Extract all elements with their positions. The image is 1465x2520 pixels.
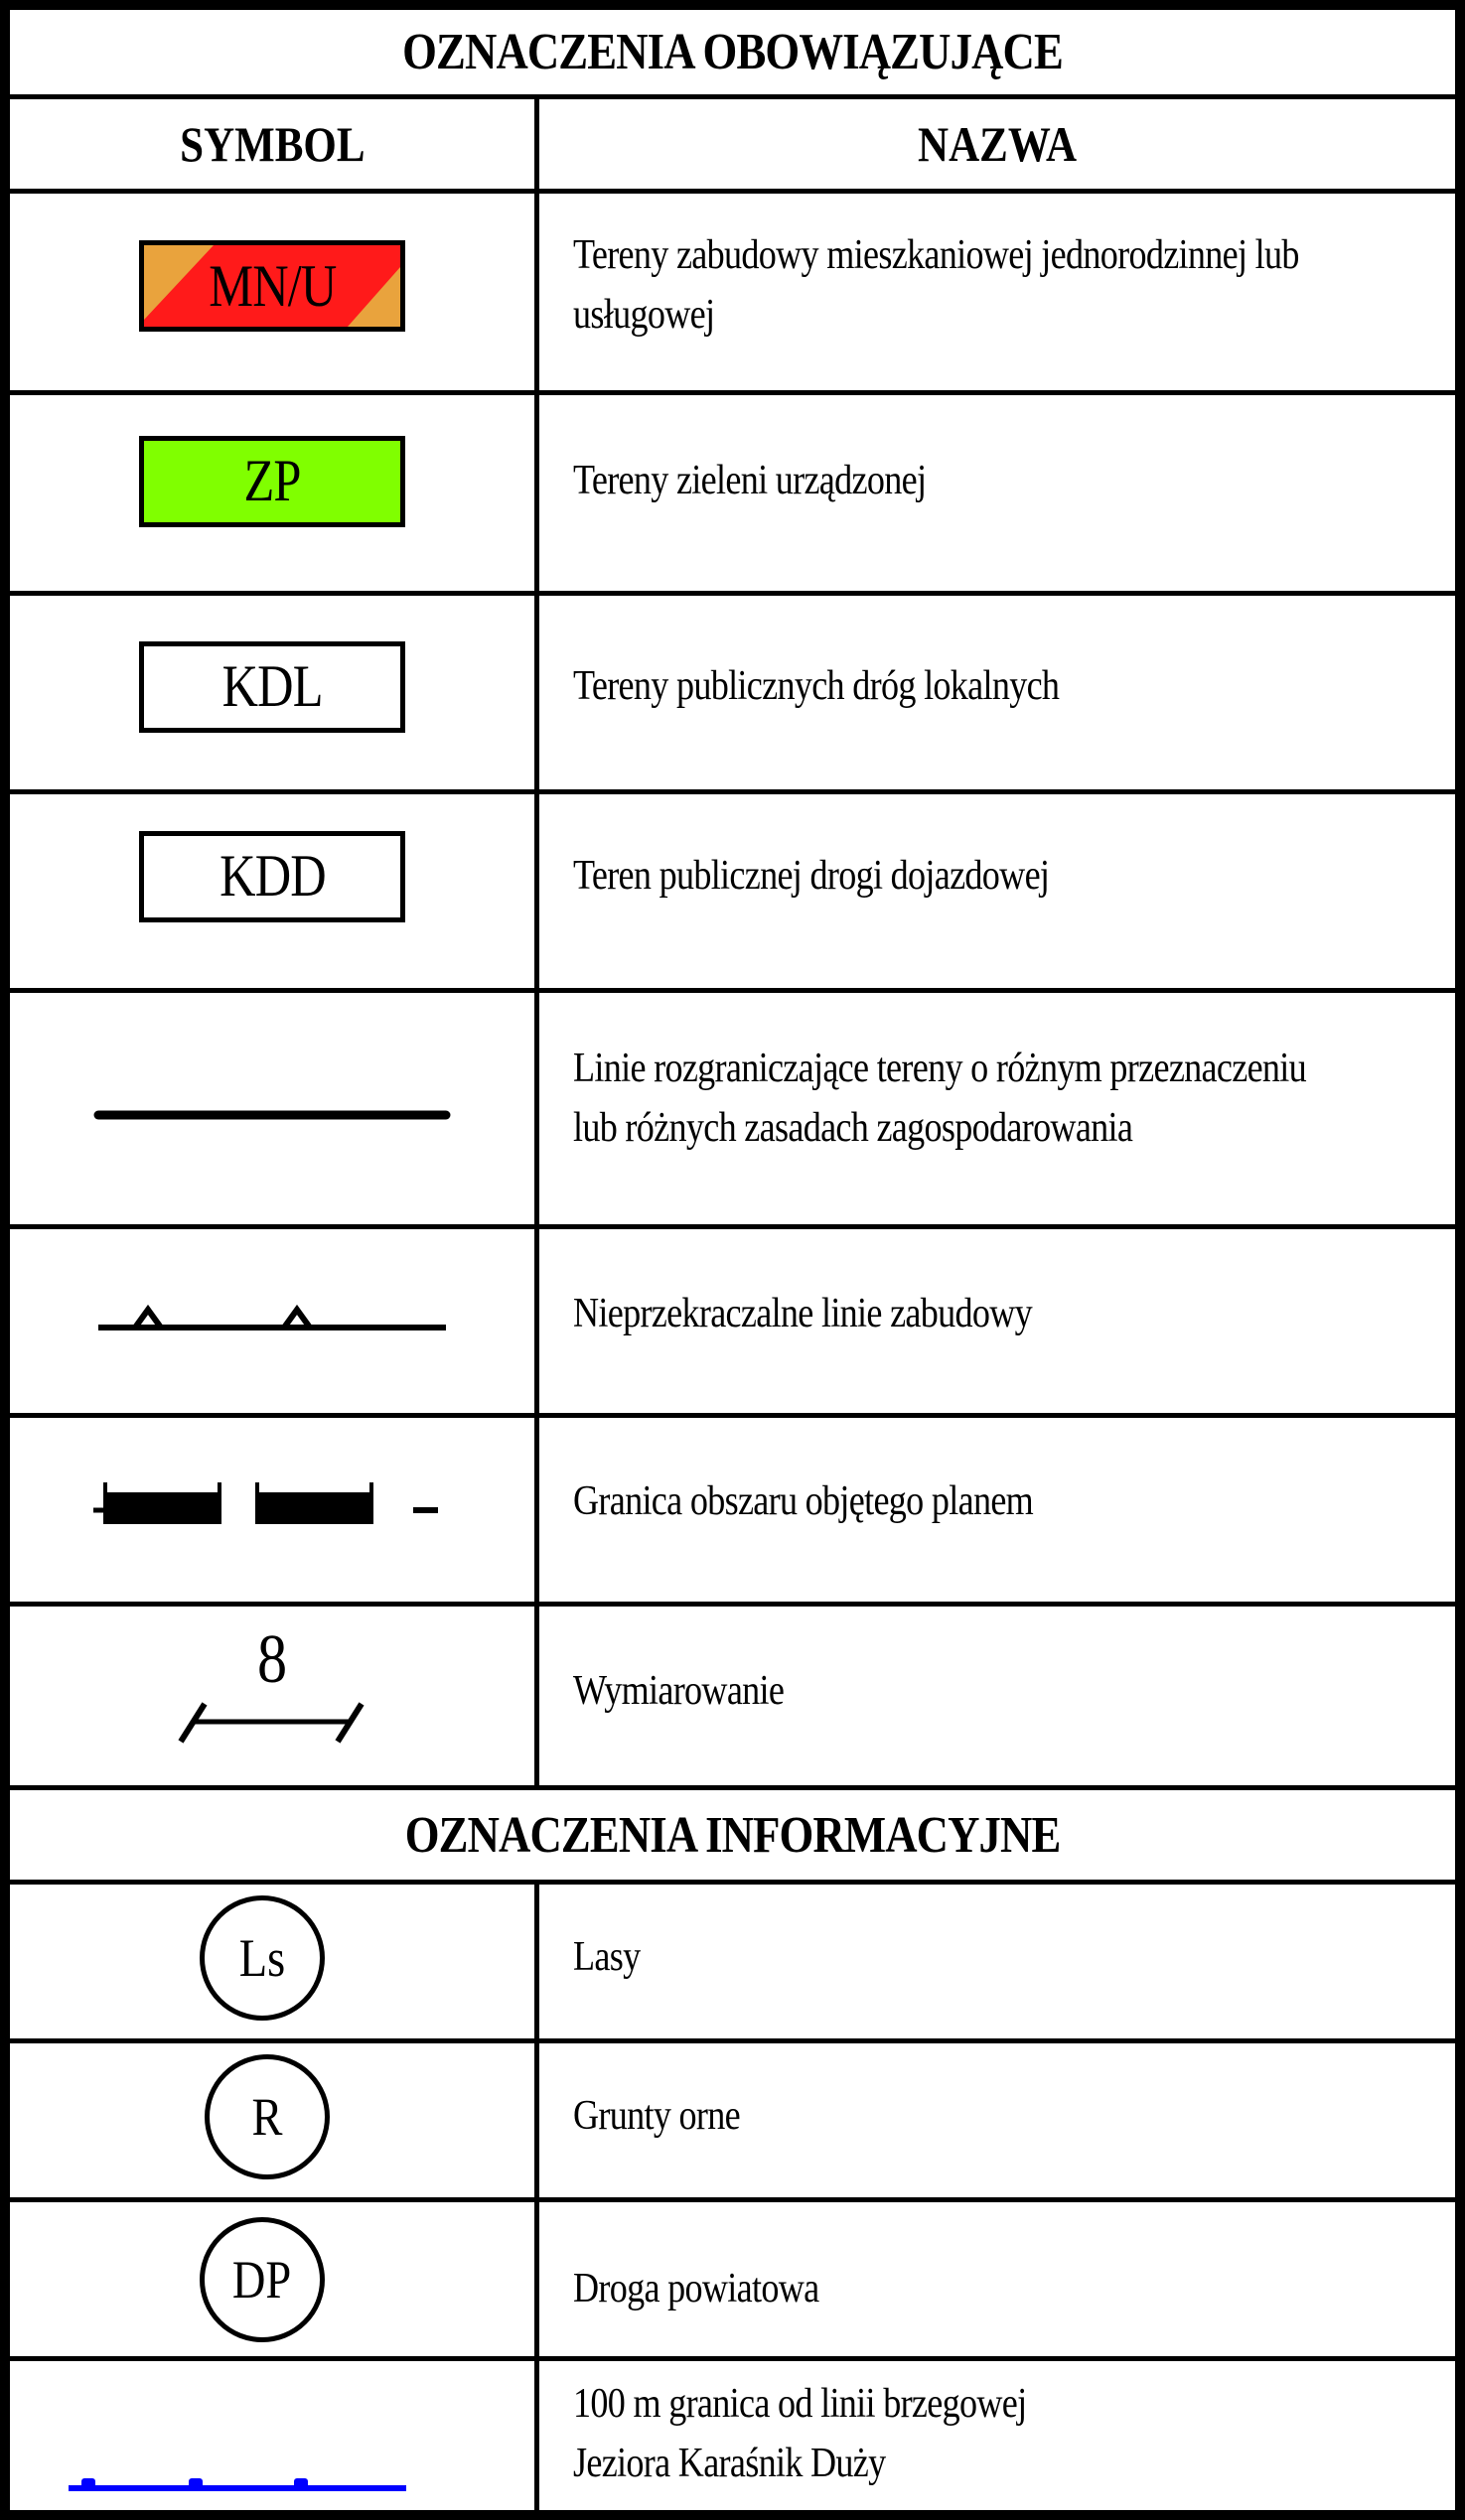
legend-name-line: Granica obszaru objętego planem bbox=[573, 1477, 1034, 1524]
forest-circle-icon bbox=[200, 1895, 325, 2021]
legend-name-line: Jeziora Karaśnik Duży bbox=[573, 2441, 886, 2486]
zp-zone-swatch bbox=[139, 436, 405, 527]
symbol-column-label: SYMBOL bbox=[179, 116, 366, 172]
legend-symbol-cell bbox=[10, 794, 539, 988]
boundary-line-icon bbox=[93, 1100, 451, 1130]
legend-name-cell bbox=[539, 2361, 1455, 2520]
legend-name bbox=[573, 1472, 1033, 1532]
arable-land-circle-icon bbox=[205, 2054, 330, 2179]
legend-symbol-cell bbox=[10, 2043, 539, 2197]
info-section-header bbox=[10, 1790, 1455, 1885]
legend-row-r bbox=[10, 2043, 1455, 2202]
legend-name bbox=[573, 1662, 784, 1722]
kdl-zone-symbol: KDL bbox=[221, 653, 323, 719]
legend-symbol-cell bbox=[10, 194, 539, 390]
legend-row-kdl bbox=[10, 596, 1455, 794]
legend-symbol-cell bbox=[10, 2361, 539, 2520]
legend-name-cell bbox=[539, 1607, 1455, 1785]
legend-name-line: Wymiarowanie bbox=[573, 1668, 785, 1715]
legend-name-cell bbox=[539, 1418, 1455, 1602]
legend-row-boundary-line bbox=[10, 993, 1455, 1229]
legend-name-cell bbox=[539, 2202, 1455, 2356]
dimension-value: 8 bbox=[256, 1621, 288, 1698]
legend-name-line: Tereny zieleni urządzonej bbox=[573, 457, 927, 503]
legend-name-line: Droga powiatowa bbox=[573, 2265, 819, 2311]
legend-name bbox=[573, 2375, 1026, 2493]
legend-symbol-cell bbox=[10, 2202, 539, 2356]
name-column-header bbox=[539, 99, 1455, 189]
legend-row-zp bbox=[10, 395, 1455, 596]
legend-name bbox=[573, 1928, 640, 1988]
legend-name-line: Grunty orne bbox=[573, 2092, 740, 2139]
legend-name bbox=[573, 847, 1049, 907]
kdl-zone-swatch bbox=[139, 641, 405, 733]
legend-name-line: 100 m granica od linii brzegowej bbox=[573, 2381, 1027, 2428]
forest-symbol: Ls bbox=[238, 1927, 286, 1988]
legend-row-plan-boundary bbox=[10, 1418, 1455, 1607]
legend-name bbox=[573, 226, 1299, 345]
legend-name-cell bbox=[539, 194, 1455, 390]
legend-symbol-cell bbox=[10, 596, 539, 789]
binding-section-header bbox=[10, 10, 1455, 99]
legend-name-cell bbox=[539, 1229, 1455, 1413]
symbol-column-header bbox=[10, 99, 539, 189]
legend-symbol-cell bbox=[10, 1229, 539, 1413]
legend-name-line: Linie rozgraniczające tereny o różnym przeznaczeniu bbox=[573, 1045, 1307, 1091]
legend-name-cell bbox=[539, 1885, 1455, 2038]
legend-row-building-line bbox=[10, 1229, 1455, 1418]
legend-row-ls bbox=[10, 1885, 1455, 2043]
legend-symbol-cell bbox=[10, 993, 539, 1224]
district-road-circle-icon bbox=[200, 2217, 325, 2342]
legend-symbol-cell bbox=[10, 1885, 539, 2038]
building-line-icon bbox=[93, 1290, 451, 1339]
dimension-icon bbox=[173, 1621, 371, 1751]
legend-row-dimension bbox=[10, 1607, 1455, 1790]
legend-symbol-cell bbox=[10, 1418, 539, 1602]
kdd-zone-symbol: KDD bbox=[219, 843, 326, 909]
binding-section-title: OZNACZENIA OBOWIĄZUJĄCE bbox=[402, 24, 1063, 80]
legend-name bbox=[573, 657, 1059, 717]
mnu-zone-symbol: MN/U bbox=[208, 252, 337, 319]
legend-name-line: Teren publicznej drogi dojazdowej bbox=[573, 852, 1050, 899]
legend-symbol-cell bbox=[10, 1607, 539, 1785]
legend-row-kdd bbox=[10, 794, 1455, 993]
legend-name-line: Nieprzekraczalne linie zabudowy bbox=[573, 1290, 1033, 1336]
legend-name-cell bbox=[539, 993, 1455, 1224]
legend-name-line: Tereny publicznych dróg lokalnych bbox=[573, 662, 1060, 709]
legend-name-line: Lasy bbox=[573, 1933, 641, 1980]
dimension-line-icon bbox=[173, 1632, 371, 1751]
legend-name-cell bbox=[539, 395, 1455, 591]
legend-name-line: usługowej bbox=[573, 292, 715, 338]
legend-name bbox=[573, 1285, 1032, 1344]
mnu-zone-swatch bbox=[139, 240, 405, 332]
legend-symbol-cell bbox=[10, 395, 539, 591]
kdd-zone-swatch bbox=[139, 831, 405, 922]
legend-name bbox=[573, 452, 926, 511]
plan-area-boundary-icon bbox=[93, 1472, 451, 1532]
legend-name-cell bbox=[539, 596, 1455, 789]
legend-name bbox=[573, 2260, 818, 2319]
legend-row-dp bbox=[10, 2202, 1455, 2361]
name-column-label: NAZWA bbox=[917, 116, 1078, 172]
legend-name-line: lub różnych zasadach zagospodarowania bbox=[573, 1104, 1133, 1151]
legend-row-shoreline bbox=[10, 2361, 1455, 2520]
info-section-title: OZNACZENIA INFORMACYJNE bbox=[404, 1806, 1061, 1864]
legend-name bbox=[573, 2087, 740, 2147]
legend-name-cell bbox=[539, 2043, 1455, 2197]
column-header-row bbox=[10, 99, 1455, 194]
shoreline-boundary-icon bbox=[64, 2462, 421, 2502]
district-road-symbol: DP bbox=[232, 2249, 292, 2310]
legend-name-cell bbox=[539, 794, 1455, 988]
legend-name bbox=[573, 1040, 1306, 1158]
legend-row-mnu bbox=[10, 194, 1455, 395]
legend-name-line: Tereny zabudowy mieszkaniowej jednorodzinnej lub bbox=[573, 232, 1299, 279]
zp-zone-symbol: ZP bbox=[243, 448, 301, 513]
arable-land-symbol: R bbox=[251, 2086, 283, 2147]
